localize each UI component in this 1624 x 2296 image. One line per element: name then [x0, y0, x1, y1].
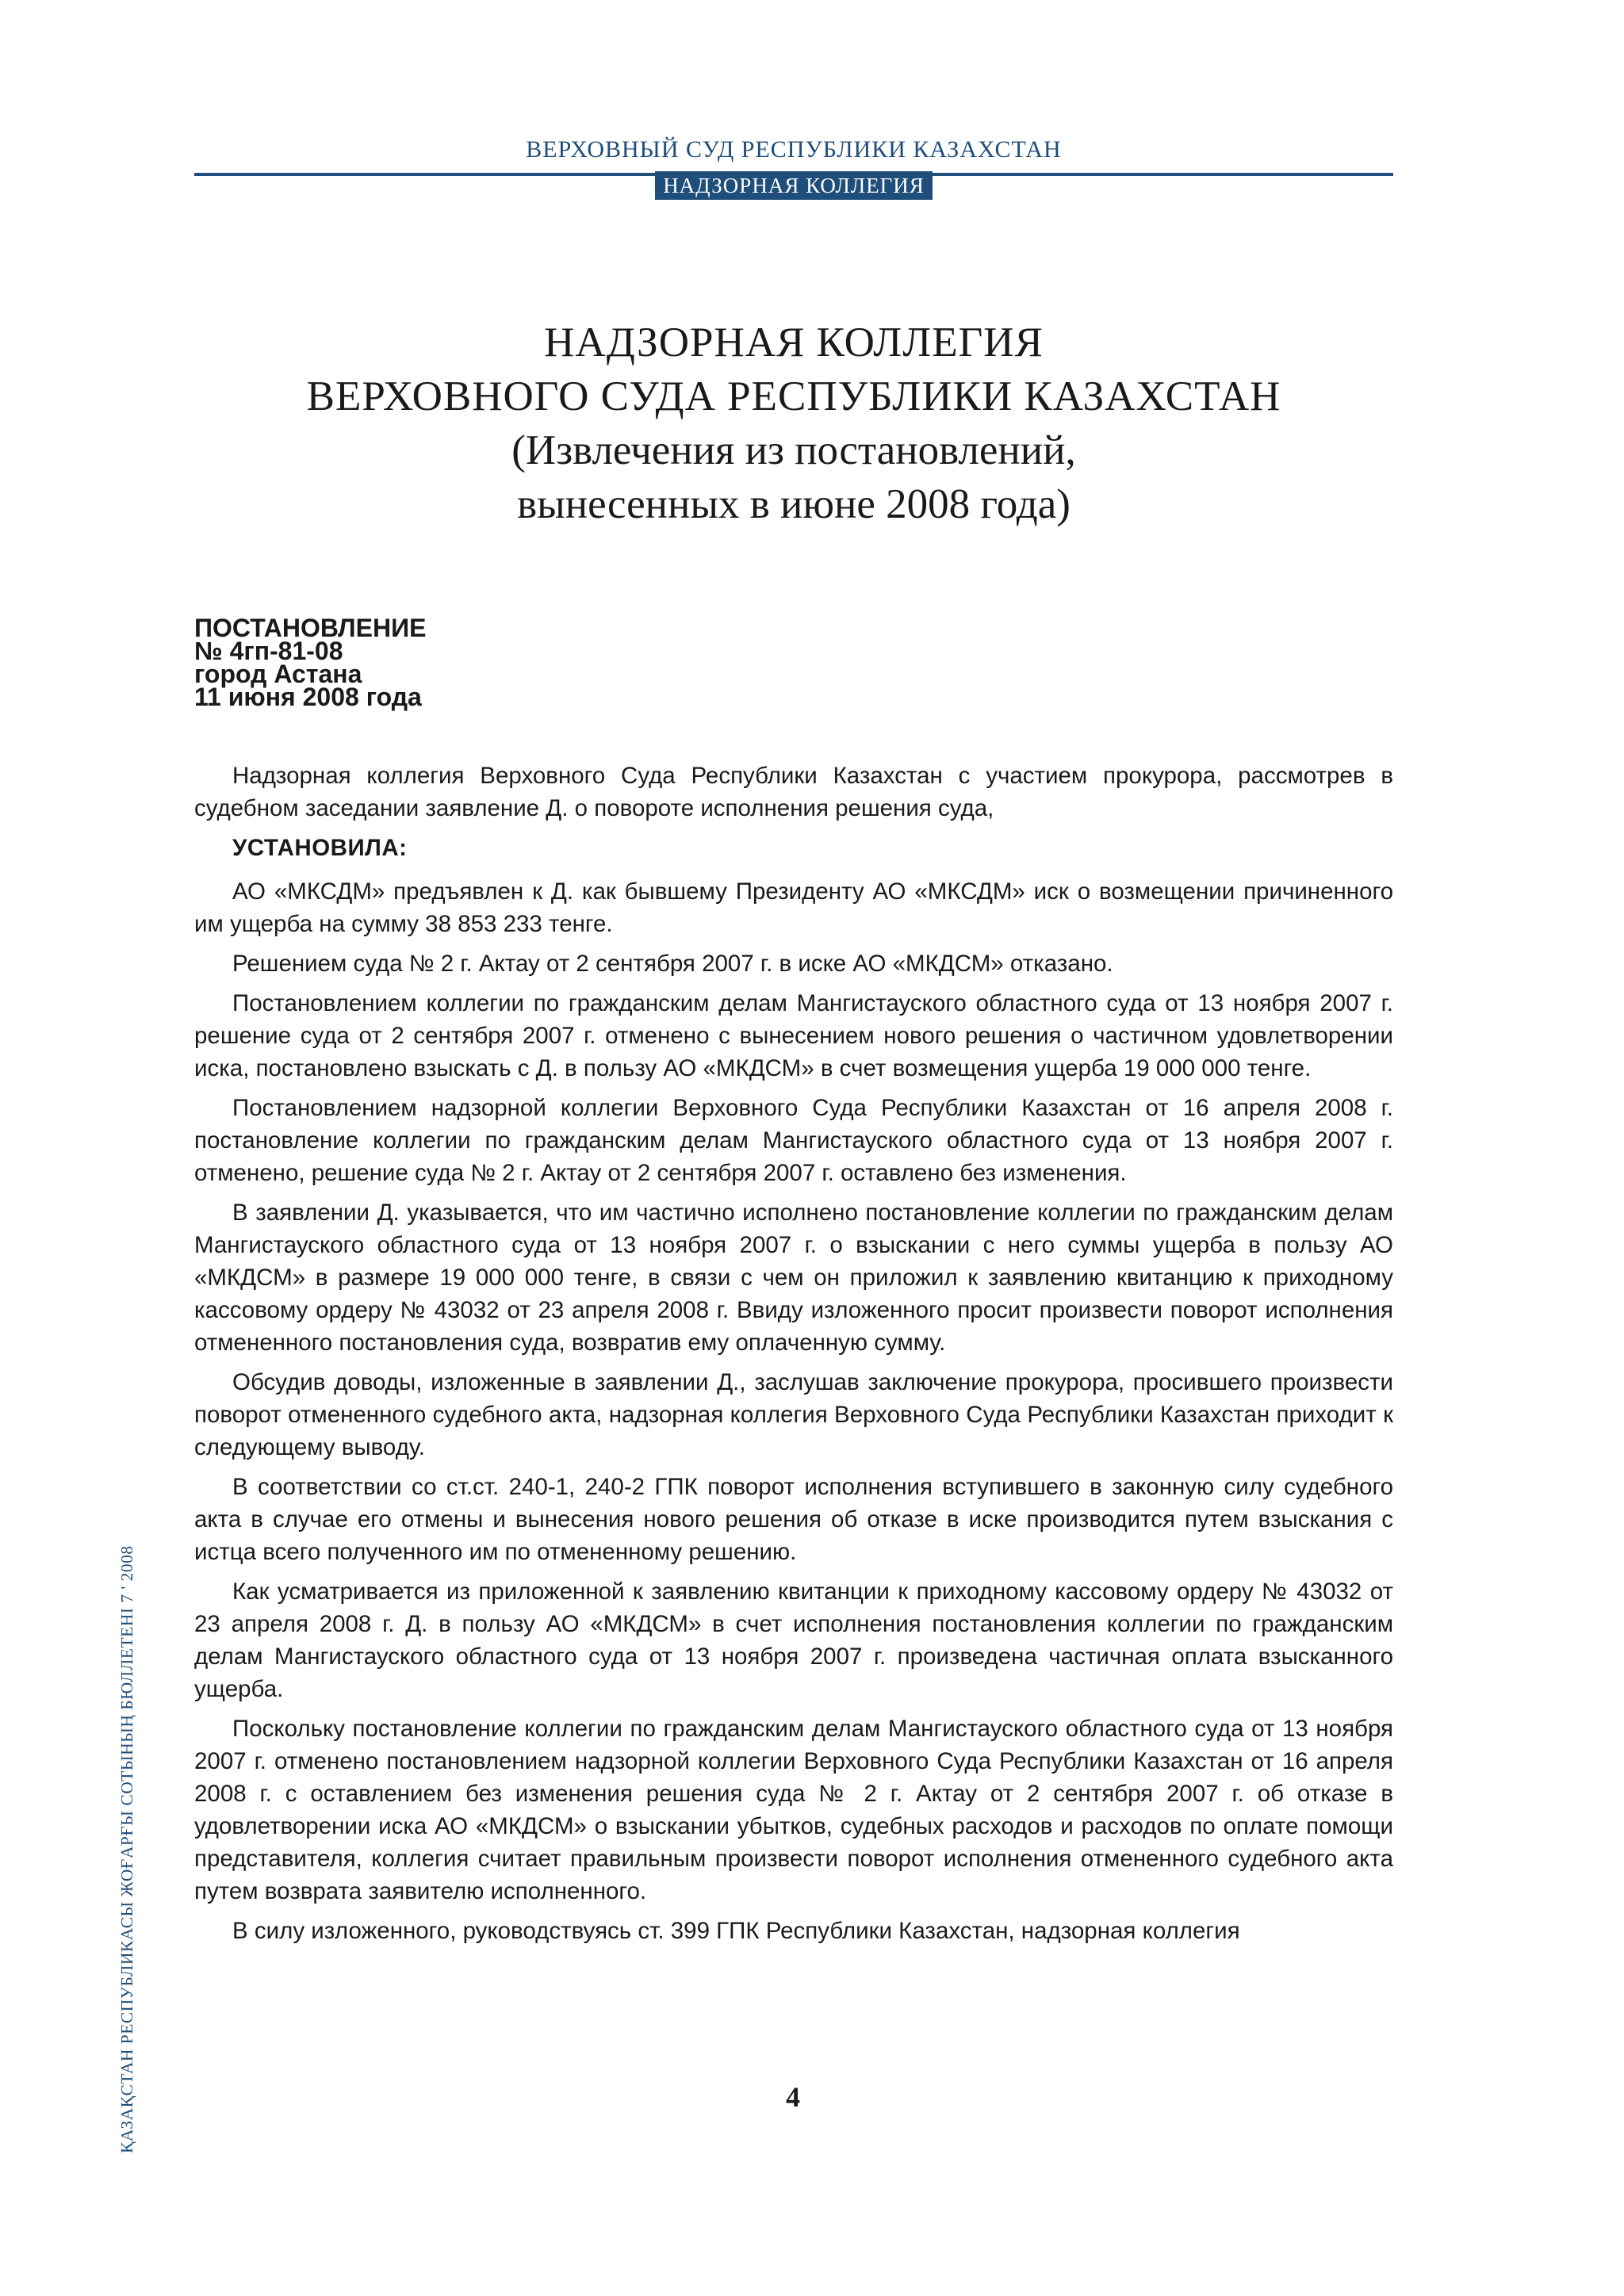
paragraph-9: Поскольку постановление коллегии по гражданским делам Мангистауского областного суда от 13 ноября 2007 г. отменено постановлением надзорной коллегии Верховного Суда Республики Казахстан от 16 апреля 2008 г. с оставлением без изменения решения суда № 2 г. Актау от 2 сентября 2007 г. об отказе в удовлетворении иска АО «МКДСМ» о взыскании убытков, судебных расходов и расходов по оплате помощи представителя, коллегия считает правильным произвести поворот исполнения отмененного судебного акта путем возврата заявителю исполненного. — [194, 1716, 1393, 1904]
running-header-court: ВЕРХОВНЫЙ СУД РЕСПУБЛИКИ КАЗАХСТАН — [526, 136, 1062, 163]
resolution-number: № 4гп-81-08 — [194, 637, 343, 665]
page-title — [194, 316, 1393, 531]
title-line-3: (Извлечения из постановлений, — [511, 427, 1076, 473]
paragraph-2: Решением суда № 2 г. Актау от 2 сентября 2007 г. в иске АО «МКДСМ» отказано. — [232, 951, 1113, 977]
paragraph-4: Постановлением надзорной коллегии Верховного Суда Республики Казахстан от 16 апреля 2008 г. постановление коллегии по гражданским делам Мангистауского областного суда от 13 ноября 2007 г. отменено, решение суда № 2 г. Актау от 2 сентября 2007 г. оставлено без изменения. — [194, 1095, 1393, 1186]
paragraph-1: АО «МКСДМ» предъявлен к Д. как бывшему Президенту АО «МКСДМ» иск о возмещении причиненного им ущерба на сумму 38 853 233 тенге. — [194, 878, 1393, 937]
paragraph-8: Как усматривается из приложенной к заявлению квитанции к приходному кассовому ордеру № 43032 от 23 апреля 2008 г. Д. в пользу АО «МКДСМ» в счет исполнения постановления коллегии по гражданским делам Мангистауского областного суда от 13 ноября 2007 г. произведена частичная оплата взысканного ущерба. — [194, 1578, 1393, 1702]
title-line-4: вынесенных в июне 2008 года) — [517, 481, 1071, 527]
side-bulletin-text: ҚАЗАҚСТАН РЕСПУБЛИКАСЫ ЖОҒАРҒЫ СОТЫНЫҢ БЮЛЛЕТЕНІ 7 ' 2008 — [117, 1545, 136, 2153]
resolution-label: ПОСТАНОВЛЕНИЕ — [194, 614, 427, 642]
title-line-1: НАДЗОРНАЯ КОЛЛЕГИЯ — [544, 320, 1044, 365]
running-header-section-badge: НАДЗОРНАЯ КОЛЛЕГИЯ — [655, 171, 933, 200]
resolution-meta — [194, 614, 908, 711]
running-header — [194, 136, 1393, 200]
paragraph-intro: Надзорная коллегия Верховного Суда Республики Казахстан с участием прокурора, рассмотрев в судебном заседании заявление Д. о повороте исполнения решения суда, — [194, 763, 1393, 821]
paragraph-5: В заявлении Д. указывается, что им частично исполнено постановление коллегии по гражданским делам Мангистауского областного суда от 13 ноября 2007 г. о взыскании с него суммы ущерба в пользу АО «МКДСМ» в размере 19 000 000 тенге, в связи с чем он приложил к заявлению квитанцию к приходному кассовому ордеру № 43032 от 23 апреля 2008 г. Ввиду изложенного просит произвести поворот исполнения отмененного постановления суда, возвратив ему оплаченную сумму. — [194, 1200, 1393, 1356]
paragraph-3: Постановлением коллегии по гражданским делам Мангистауского областного суда от 13 ноября 2007 г. решение суда от 2 сентября 2007 г. отменено с вынесением нового решения о частичном удовлетворении иска, постановлено взыскать с Д. в пользу АО «МКДСМ» в счет возмещения ущерба 19 000 000 тенге. — [194, 990, 1393, 1081]
page-number: 4 — [786, 2081, 800, 2113]
resolution-date: 11 июня 2008 года — [194, 683, 422, 711]
document-body — [194, 760, 1393, 1954]
paragraph-7: В соответствии со ст.ст. 240-1, 240-2 ГПК поворот исполнения вступившего в законную силу судебного акта в случае его отмены и вынесения нового решения об отказе в иске производится путем взыскания с истца всего полученного им по отмененному решению. — [194, 1474, 1393, 1565]
paragraph-6: Обсудив доводы, изложенные в заявлении Д., заслушав заключение прокурора, просившего произвести поворот отмененного судебного акта, надзорная коллегия Верховного Суда Республики Казахстан приходит к следующему выводу. — [194, 1369, 1393, 1460]
title-line-2: ВЕРХОВНОГО СУДА РЕСПУБЛИКИ КАЗАХСТАН — [306, 373, 1281, 419]
resolution-city: город Астана — [194, 660, 362, 688]
paragraph-10: В силу изложенного, руководствуясь ст. 399 ГПК Республики Казахстан, надзорная коллегия — [232, 1918, 1240, 1944]
established-heading: УСТАНОВИЛА: — [232, 835, 408, 861]
